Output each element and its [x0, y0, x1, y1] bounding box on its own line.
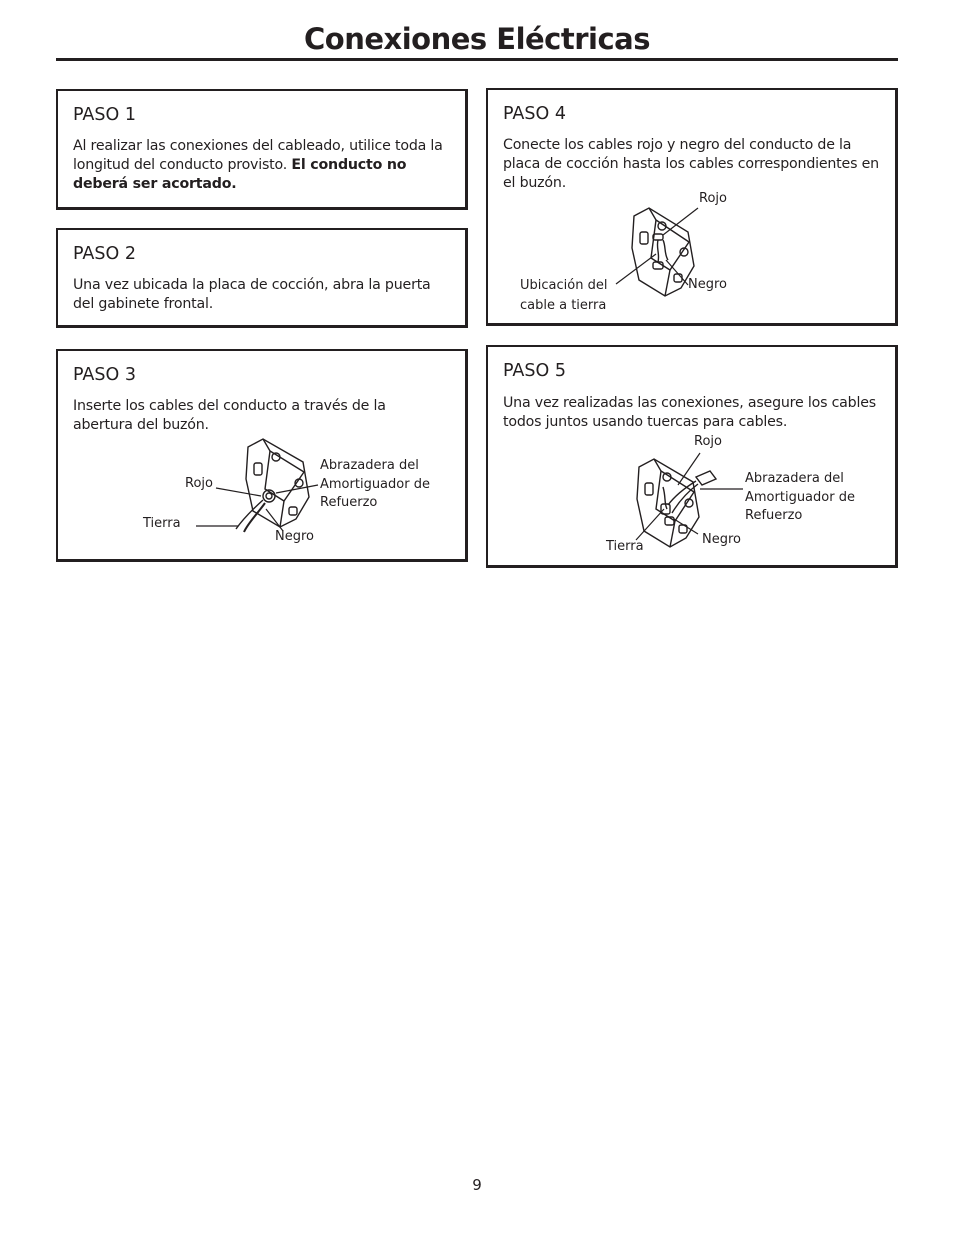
title-divider [56, 58, 898, 61]
step-5-label-tierra: Tierra [606, 539, 644, 554]
step-4-label-negro: Negro [688, 277, 727, 292]
step-3-label-negro: Negro [275, 529, 314, 544]
step-1-warning: El conducto no deberá ser acortado. [73, 157, 407, 192]
step-4-box [486, 88, 898, 326]
step-1-body: Al realizar las conexiones del cableado, utilice toda la longitud del conducto provisto. [73, 138, 443, 173]
step-5-box [486, 345, 898, 568]
junction-box-insert-illustration [58, 351, 468, 561]
step-3-text: Inserte los cables del conducto a través de la abertura del buzón. [73, 398, 386, 433]
step-3-label-abrazadera: Abrazadera del Amortiguador de Refuerzo [320, 458, 430, 510]
step-1-text [73, 137, 453, 194]
step-4-text: Conecte los cables rojo y negro del conducto de la placa de cocción hasta los cables correspondientes en el buzón. [503, 137, 879, 191]
page-title: Conexiones Eléctricas [304, 22, 650, 56]
junction-box-secure-illustration [488, 347, 898, 567]
step-4-title: PASO 4 [503, 104, 566, 124]
step-3-label-rojo: Rojo [185, 476, 213, 491]
step-2-title: PASO 2 [73, 244, 136, 264]
step-5-title: PASO 5 [503, 361, 566, 381]
step-1-title: PASO 1 [73, 105, 136, 125]
step-5-label-rojo: Rojo [694, 434, 722, 449]
step-2-box [56, 228, 468, 328]
step-2-text: Una vez ubicada la placa de cocción, abra la puerta del gabinete frontal. [73, 277, 431, 312]
step-3-label-tierra: Tierra [143, 516, 181, 531]
step-3-box [56, 349, 468, 562]
step-4-label-ubicacion: Ubicación del cable a tierra [520, 278, 608, 313]
step-5-text: Una vez realizadas las conexiones, asegure los cables todos juntos usando tuercas para cables. [503, 395, 876, 430]
page-number: 9 [472, 1176, 482, 1194]
step-3-title: PASO 3 [73, 365, 136, 385]
step-5-label-abrazadera: Abrazadera del Amortiguador de Refuerzo [745, 471, 855, 523]
step-4-label-rojo: Rojo [699, 191, 727, 206]
step-5-label-negro: Negro [702, 532, 741, 547]
step-1-box [56, 89, 468, 210]
